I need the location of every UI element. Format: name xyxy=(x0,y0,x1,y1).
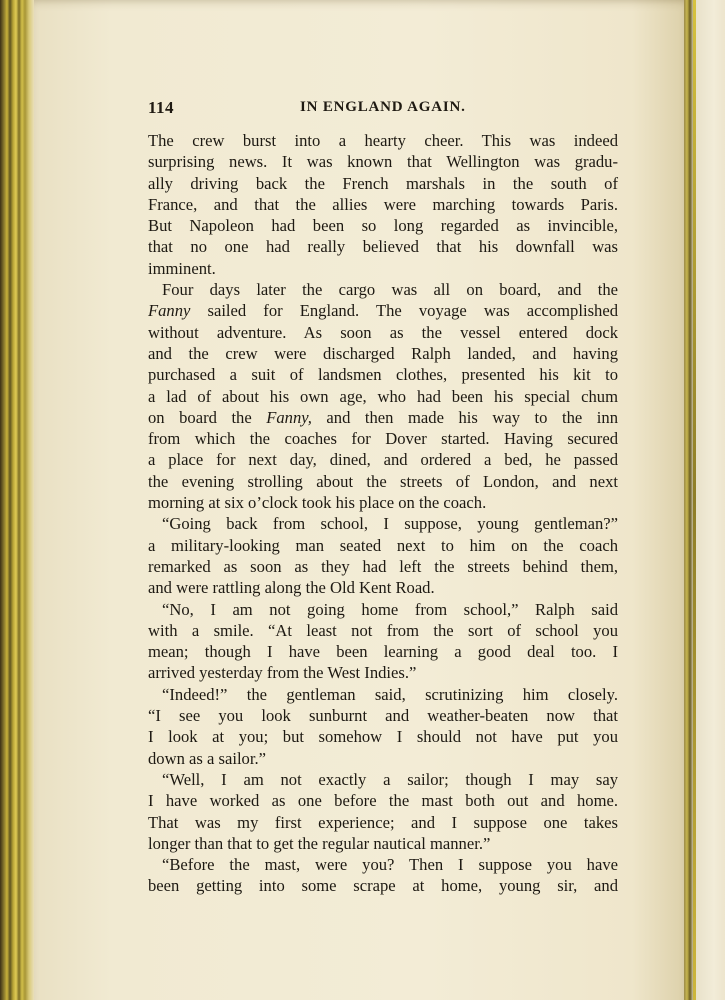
text-span: sailed for England. The voyage was accomplished xyxy=(190,301,618,321)
text-line: imminent. xyxy=(148,258,216,278)
text-line: That was my first experience; and I suppose one takes xyxy=(148,812,618,832)
adjacent-page-edge xyxy=(684,0,725,1000)
text-line: a military-looking man seated next to him on the coach xyxy=(148,535,618,555)
text-line: been getting into some scrape at home, young sir, and xyxy=(148,876,618,896)
text-line: I have worked as one before the mast both out and home. xyxy=(148,791,618,811)
text-line: and the crew were discharged Ralph landed, and having xyxy=(148,343,618,363)
text-line xyxy=(148,407,618,428)
italic-text: Fanny, xyxy=(266,407,312,427)
paragraph-first-line: “Indeed!” the gentleman said, scrutinizing him closely. xyxy=(162,684,618,704)
page-number: 114 xyxy=(148,98,175,117)
text-line: arrived yesterday from the West Indies.” xyxy=(148,663,417,683)
text-span: on board the xyxy=(148,407,267,427)
text-line: “I see you look sunburnt and weather-beaten now that xyxy=(148,706,618,726)
paragraph-first-line: “No, I am not going home from school,” Ralph said xyxy=(162,599,618,619)
text-line: surprising news. It was known that Wellington was gradu- xyxy=(148,152,618,172)
text-line xyxy=(148,300,618,321)
text-line: mean; though I have been learning a good deal too. I xyxy=(148,642,618,662)
text-line: a lad of about his own age, who had been his special chum xyxy=(148,386,618,406)
text-line: I look at you; but somehow I should not have put you xyxy=(148,727,618,747)
text-span: and then made his way to the inn xyxy=(311,407,618,427)
text-line: remarked as soon as they had left the streets behind them, xyxy=(148,556,618,576)
paragraph-first-line: “Before the mast, were you? Then I suppose you have xyxy=(162,855,618,875)
text-line: a place for next day, dined, and ordered a bed, he passed xyxy=(148,450,618,470)
text-line: longer than that to get the regular nautical manner.” xyxy=(148,833,491,853)
body-text xyxy=(148,130,618,897)
text-line: with a smile. “At least not from the sort of school you xyxy=(148,620,618,640)
text-line: morning at six o’clock took his place on the coach. xyxy=(148,493,487,513)
text-line: down as a sailor.” xyxy=(148,748,266,768)
paragraph-first-line: “Going back from school, I suppose, young gentleman?” xyxy=(162,514,618,534)
page-header xyxy=(148,98,618,118)
text-line: The crew burst into a hearty cheer. This was indeed xyxy=(148,131,618,150)
page-edge-rule xyxy=(693,0,696,1000)
italic-text: Fanny xyxy=(148,301,191,321)
paragraph-first-line: Four days later the cargo was all on board, and the xyxy=(162,280,618,300)
text-line: without adventure. As soon as the vessel entered dock xyxy=(148,322,618,342)
text-line: and were rattling along the Old Kent Road. xyxy=(148,578,435,598)
text-line: from which the coaches for Dover started. Having secured xyxy=(148,429,618,449)
text-line: that no one had really believed that his downfall was xyxy=(148,237,618,257)
text-line: But Napoleon had been so long regarded as invincible, xyxy=(148,216,618,236)
text-line: purchased a suit of landsmen clothes, presented his kit to xyxy=(148,365,618,385)
text-line: France, and that the allies were marching towards Paris. xyxy=(148,194,618,214)
paragraph-first-line: “Well, I am not exactly a sailor; though I may say xyxy=(162,769,618,789)
running-head: IN ENGLAND AGAIN. xyxy=(300,99,466,115)
text-line: the evening strolling about the streets of London, and next xyxy=(148,471,618,491)
book-spine-edge xyxy=(0,0,34,1000)
text-line: ally driving back the French marshals in the south of xyxy=(148,173,618,193)
